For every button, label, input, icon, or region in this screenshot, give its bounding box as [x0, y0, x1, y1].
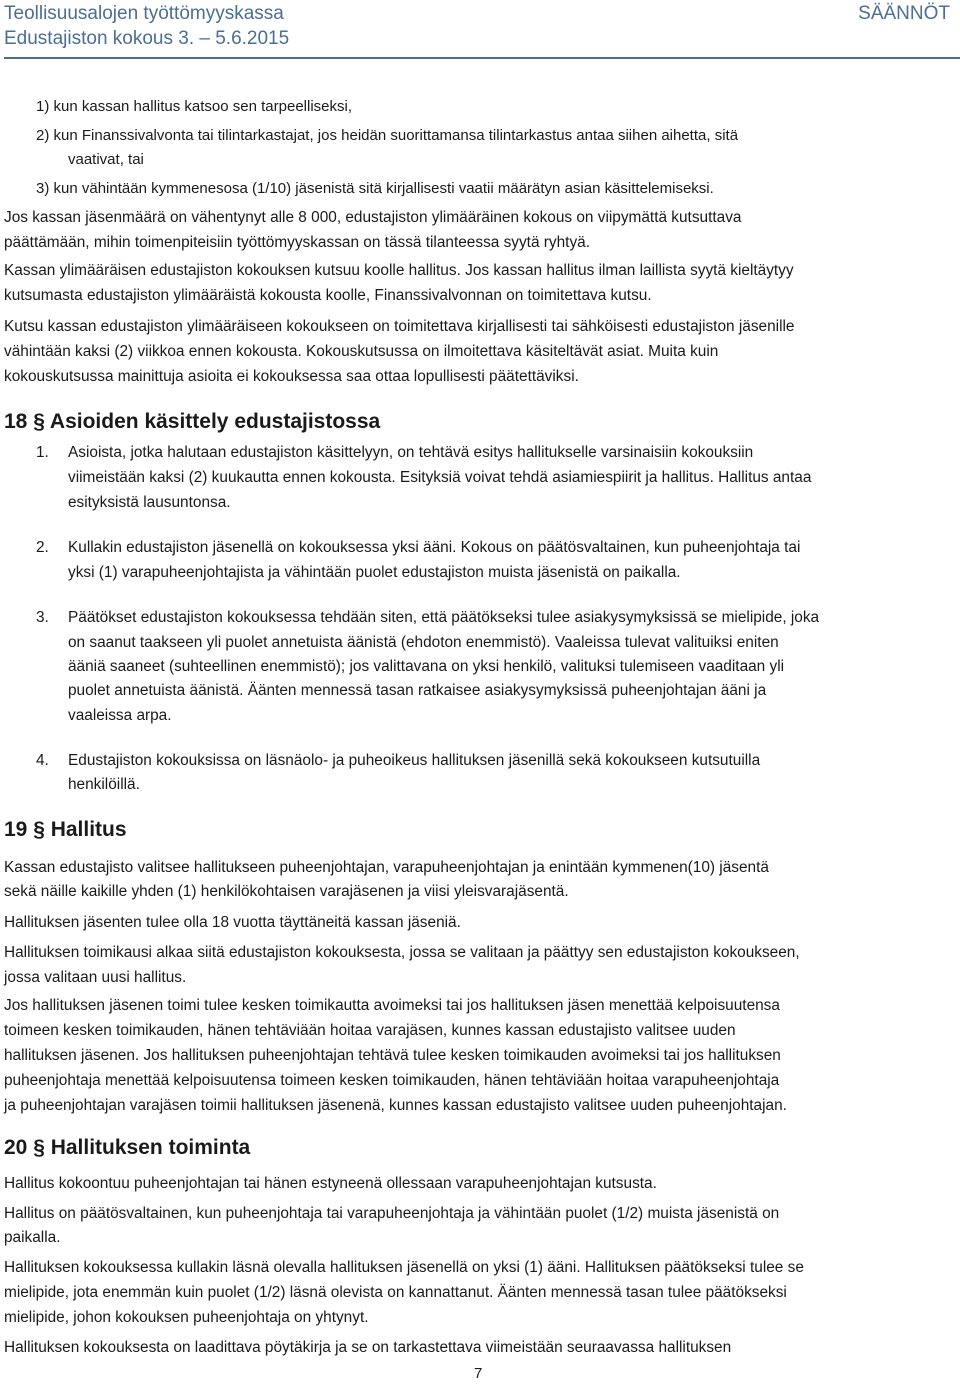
header-meeting: Edustajiston kokous 3. – 5.6.2015 — [4, 28, 290, 49]
paragraph-line: paikalla. — [4, 1229, 61, 1246]
list-item-continuation: vaativat, tai — [68, 151, 144, 168]
item-number: 1. — [36, 444, 49, 461]
paragraph-line: ja puheenjohtajan varajäsen toimii hallituksen jäsenenä, kunnes kassan edustajisto valitsee uuden puheenjohtajan. — [4, 1097, 787, 1114]
item-line: Asioista, jotka halutaan edustajiston käsittelyyn, on tehtävä esitys hallitukselle varsinaisiin kokouksiin — [68, 444, 754, 461]
paragraph-line: mielipide, jota enemmän kuin puolet (1/2) läsnä olevista on kannattanut. Äänten mennessä tasan tulee päätökseksi — [4, 1284, 787, 1301]
item-line: ääniä saaneet (suhteellinen enemmistö); jos valittavana on yksi henkilö, valituksi tulemiseen vaaditaan yli — [68, 658, 785, 675]
paragraph-line: toimeen kesken toimikauden, hänen tehtäviään hoitaa varajäsen, kunnes kassan edustajisto valitsee uuden — [4, 1022, 736, 1039]
page-number: 7 — [474, 1365, 483, 1382]
paragraph-line: Kutsu kassan edustajiston ylimääräiseen kokoukseen on toimitettava kirjallisesti tai sähköisesti edustajiston jäsenille — [4, 318, 795, 335]
list-item: 2) kun Finanssivalvonta tai tilintarkastajat, jos heidän suorittamansa tilintarkastus antaa siihen aihetta, sitä — [36, 127, 739, 144]
item-number: 3. — [36, 609, 49, 626]
paragraph-line: jossa valitaan uusi hallitus. — [4, 969, 187, 986]
paragraph-line: Hallituksen kokouksesta on laadittava pöytäkirja ja se on tarkastettava viimeistään seuraavassa hallituksen — [4, 1339, 732, 1356]
paragraph-line: vähintään kaksi (2) viikkoa ennen kokousta. Kokouskutsussa on ilmoitettava käsiteltävät asiat. Muita kuin — [4, 343, 719, 360]
paragraph-line: puheenjohtaja menettää kelpoisuutensa toimeen kesken toimikauden, hänen tehtäviään hoitaa varapuheenjohtaja — [4, 1072, 780, 1089]
item-line: puolet annetuista äänistä. Äänten mennessä tasan ratkaisee asiakysymyksissä puheenjohtajan ääni ja — [68, 682, 767, 699]
item-line: on saanut taakseen yli puolet annetuista äänistä (ehdoton enemmistö). Vaaleissa tulevat valituiksi eniten — [68, 634, 779, 651]
page-header — [4, 0, 960, 60]
list-item: 1) kun kassan hallitus katsoo sen tarpeelliseksi, — [36, 98, 352, 115]
paragraph-line: Hallituksen kokouksessa kullakin läsnä olevalla hallituksen jäsenellä on yksi (1) ääni. Hallituksen päätökseksi tulee se — [4, 1259, 804, 1276]
item-line: henkilöillä. — [68, 776, 140, 793]
paragraph-line: kokouskutsussa mainittuja asioita ei kokouksessa saa ottaa lopullisesti päätettäviksi. — [4, 368, 579, 385]
item-line: Kullakin edustajiston jäsenellä on kokouksessa yksi ääni. Kokous on päätösvaltainen, kun puheenjohtaja tai — [68, 539, 801, 556]
paragraph-line: Hallituksen jäsenten tulee olla 18 vuotta täyttäneitä kassan jäseniä. — [4, 914, 461, 931]
paragraph-line: Hallitus kokoontuu puheenjohtajan tai hänen estyneenä ollessaan varapuheenjohtajan kutsusta. — [4, 1175, 657, 1192]
paragraph-line: Hallitus on päätösvaltainen, kun puheenjohtaja tai varapuheenjohtaja ja vähintään puolet (1/2) muista jäsenistä on — [4, 1205, 780, 1222]
header-rule — [4, 57, 960, 59]
paragraph-line: kutsumasta edustajiston ylimääräistä kokousta koolle, Finanssivalvonnan on toimitettava kutsu. — [4, 287, 652, 304]
paragraph-line: päättämään, mihin toimenpiteisiin työttömyyskassan on tässä tilanteessa syytä ryhtyä. — [4, 234, 590, 251]
paragraph-line: Jos kassan jäsenmäärä on vähentynyt alle 8 000, edustajiston ylimääräinen kokous on viipymättä kutsuttava — [4, 209, 742, 226]
header-doc-type: SÄÄNNÖT — [858, 3, 950, 24]
paragraph-line: sekä näille kaikille yhden (1) henkilökohtaisen varajäsenen ja viisi yleisvarajäsentä. — [4, 883, 569, 900]
section-heading: 19 § Hallitus — [4, 818, 127, 841]
section-heading: 18 § Asioiden käsittely edustajistossa — [4, 410, 381, 433]
item-line: vaaleissa arpa. — [68, 707, 172, 724]
header-organization: Teollisuusalojen työttömyyskassa — [4, 3, 284, 24]
item-line: esityksistä lausuntonsa. — [68, 494, 231, 511]
paragraph-line: Kassan edustajisto valitsee hallitukseen puheenjohtajan, varapuheenjohtajan ja enintään kymmenen(10) jäsentä — [4, 859, 769, 876]
paragraph-line: hallituksen jäsenen. Jos hallituksen puheenjohtajan tehtävä tulee kesken toimikauden avoimeksi tai jos hallituksen — [4, 1047, 781, 1064]
item-number: 4. — [36, 752, 49, 769]
item-line: Päätökset edustajiston kokouksessa tehdään siten, että päätökseksi tulee asiakysymyksissä se mielipide, joka — [68, 609, 820, 626]
section-heading: 20 § Hallituksen toiminta — [4, 1136, 251, 1159]
item-number: 2. — [36, 539, 49, 556]
paragraph-line: Kassan ylimääräisen edustajiston kokouksen kutsuu koolle hallitus. Jos kassan hallitus ilman laillista syytä kieltäytyy — [4, 262, 794, 279]
item-line: Edustajiston kokouksissa on läsnäolo- ja puheoikeus hallituksen jäsenillä sekä kokoukseen kutsutuilla — [68, 752, 761, 769]
item-line: viimeistään kaksi (2) kuukautta ennen kokousta. Esityksiä voivat tehdä asiamiespiirit ja hallitus. Hallitus antaa — [68, 469, 812, 486]
paragraph-line: Hallituksen toimikausi alkaa siitä edustajiston kokouksesta, jossa se valitaan ja päättyy sen edustajiston kokoukseen, — [4, 944, 800, 961]
item-line: yksi (1) varapuheenjohtajista ja vähintään puolet edustajiston muista jäsenistä on paikalla. — [68, 564, 681, 581]
list-item: 3) kun vähintään kymmenesosa (1/10) jäsenistä sitä kirjallisesti vaatii määrätyn asian käsittelemiseksi. — [36, 180, 714, 197]
paragraph-line: Jos hallituksen jäsenen toimi tulee kesken toimikautta avoimeksi tai jos hallituksen jäsen menettää kelpoisuutensa — [4, 997, 780, 1014]
paragraph-line: mielipide, johon kokouksen puheenjohtaja on yhtynyt. — [4, 1309, 369, 1326]
